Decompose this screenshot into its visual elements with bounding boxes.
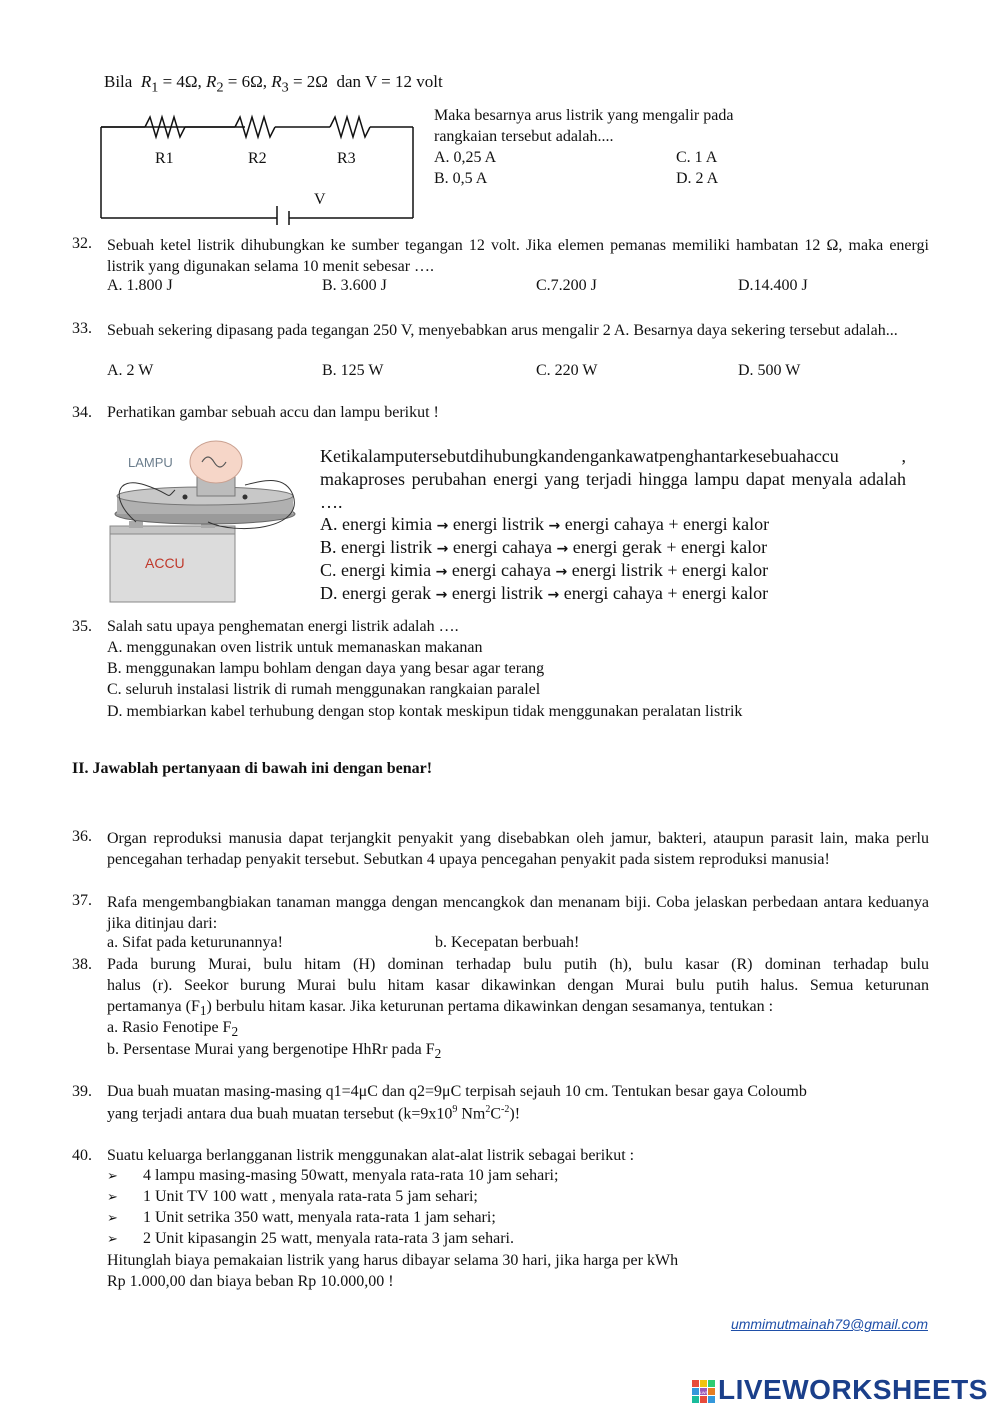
q38-sub-b: b. Persentase Murai yang bergenotipe HhRr pada $F_2$ bbox=[107, 1041, 442, 1062]
q32-option-a[interactable]: A. 1.800 J bbox=[107, 277, 173, 294]
accu-label: ACCU bbox=[145, 555, 185, 571]
q38-line3: pertamanya $(F_1)$ berbulu hitam kasar. Jika keturunan pertama dikawinkan dengan sesamanya, tentukan : bbox=[107, 998, 774, 1019]
bullet-arrow-icon: ➢ bbox=[107, 1211, 118, 1226]
bullet-arrow-icon: ➢ bbox=[107, 1232, 118, 1247]
circuit-label-v: V bbox=[314, 191, 326, 208]
liveworksheets-logo-text[interactable]: LIVEWORKSHEETS bbox=[718, 1374, 988, 1405]
q34-option-d[interactable]: D. energi gerak → energi listrik → energi cahaya + energi kalor bbox=[320, 583, 769, 603]
q37-text: Rafa mengembangbiakan tanaman mangga dengan mencangkok dan menanam biji. Coba jelaskan perbedaan antara keduanya jika ditinjau dari: bbox=[107, 894, 929, 932]
q31-option-a[interactable]: A. 0,25 A bbox=[434, 149, 497, 166]
q34-text: Perhatikan gambar sebuah accu dan lampu berikut ! bbox=[107, 404, 439, 421]
q37-sub-a: a. Sifat pada keturunannya! bbox=[107, 934, 283, 951]
q31-question-line1: Maka besarnya arus listrik yang mengalir pada bbox=[434, 107, 734, 124]
q35-option-d[interactable]: D. membiarkan kabel terhubung dengan stop kontak meskipun tidak menggunakan peralatan listrik bbox=[107, 703, 743, 720]
q34-option-c[interactable]: C. energi kimia → energi cahaya → energi listrik + energi kalor bbox=[320, 560, 769, 580]
arrow-icon: → bbox=[435, 564, 448, 580]
q35-option-a[interactable]: A. menggunakan oven listrik untuk memanaskan makanan bbox=[107, 639, 483, 656]
q40-closing-line2: Rp 1.000,00 dan biaya beban Rp 10.000,00 ! bbox=[107, 1273, 394, 1290]
q40-closing-line1: Hitunglah biaya pemakaian listrik yang harus dibayar selama 30 hari, jika harga per kWh bbox=[107, 1252, 679, 1269]
q33-option-b[interactable]: B. 125 W bbox=[322, 362, 384, 379]
q34-option-b[interactable]: B. energi listrik → energi cahaya → energi gerak + energi kalor bbox=[320, 537, 768, 557]
circuit-label-r1: R1 bbox=[155, 150, 174, 167]
q35-number: 35. bbox=[72, 618, 92, 635]
circuit-label-r2: R2 bbox=[248, 150, 267, 167]
liveworksheets-logo-icon bbox=[692, 1380, 716, 1404]
q36-number: 36. bbox=[72, 828, 92, 845]
q31-option-c[interactable]: C. 1 A bbox=[676, 149, 718, 166]
resistor-r3 bbox=[330, 117, 370, 137]
q33-text: Sebuah sekering dipasang pada tegangan 250 V, menyebabkan arus mengalir 2 A. Besarnya daya sekering tersebut adalah... bbox=[107, 322, 898, 339]
q34-number: 34. bbox=[72, 404, 92, 421]
q33-option-d[interactable]: D. 500 W bbox=[738, 362, 801, 379]
q36-text: Organ reproduksi manusia dapat terjangkit penyakit yang disebabkan oleh jamur, bakteri, ataupun parasit lain, maka perlu pencegahan terhadap penyakit tersebut. Sebutkan 4 upaya pencegahan penyakit pada sistem reproduksi manusia! bbox=[107, 830, 929, 868]
q38-line1: Pada burung Murai, bulu hitam (H) dominan terhadap bulu putih (h), bulu kasar (R) dominan terhadap bulu bbox=[107, 956, 929, 973]
q37-number: 37. bbox=[72, 892, 92, 909]
q34-question: Ketikalamputersebutdihubungkandengankawatpenghantarkesebuahaccu , makaproses perubahan energi yang terjadi hingga lampu dapat menyala adalah …. bbox=[320, 446, 906, 512]
arrow-icon: → bbox=[436, 541, 449, 557]
circuit-label-r3: R3 bbox=[337, 150, 356, 167]
arrow-icon: → bbox=[436, 518, 449, 534]
q40-item: 1 Unit setrika 350 watt, menyala rata-rata 1 jam sehari; bbox=[143, 1209, 496, 1226]
author-email-link[interactable]: ummimutmainah79@gmail.com bbox=[730, 1316, 928, 1332]
arrow-icon: → bbox=[435, 587, 448, 603]
svg-text:LWS: LWS bbox=[699, 1390, 709, 1395]
q40-item: 1 Unit TV 100 watt , menyala rata-rata 5 jam sehari; bbox=[143, 1188, 478, 1205]
q31-option-d[interactable]: D. 2 A bbox=[676, 170, 719, 187]
arrow-icon: → bbox=[547, 587, 560, 603]
q32-text: Sebuah ketel listrik dihubungkan ke sumber tegangan 12 volt. Jika elemen pemanas memiliki hambatan 12 Ω, maka energi listrik yang digunakan selama 10 menit sebesar …. bbox=[107, 237, 929, 275]
q35-option-b[interactable]: B. menggunakan lampu bohlam dengan daya yang besar agar terang bbox=[107, 660, 545, 677]
q33-option-c[interactable]: C. 220 W bbox=[536, 362, 598, 379]
q40-text: Suatu keluarga berlangganan listrik menggunakan alat-alat listrik sebagai berikut : bbox=[107, 1147, 635, 1164]
q33-number: 33. bbox=[72, 320, 92, 337]
bullet-arrow-icon: ➢ bbox=[107, 1169, 118, 1184]
q35-option-c[interactable]: C. seluruh instalasi listrik di rumah menggunakan rangkaian paralel bbox=[107, 681, 541, 698]
lampu-label: LAMPU bbox=[128, 455, 173, 470]
q40-item: 2 Unit kipasangin 25 watt, menyala rata-rata 3 jam sehari. bbox=[143, 1230, 514, 1247]
arrow-icon: → bbox=[548, 518, 561, 534]
q32-number: 32. bbox=[72, 235, 92, 252]
q35-text: Salah satu upaya penghematan energi listrik adalah …. bbox=[107, 618, 459, 635]
q39-number: 39. bbox=[72, 1083, 92, 1100]
q39-line2: yang terjadi antara dua buah muatan tersebut ($k=9x10^9$ $Nm^2C^{-2}$)! bbox=[107, 1104, 521, 1123]
q40-item: 4 lampu masing-masing 50watt, menyala rata-rata 10 jam sehari; bbox=[143, 1167, 559, 1184]
q31-question-line2: rangkaian tersebut adalah.... bbox=[434, 128, 614, 145]
q38-line2: halus (r). Seekor burung Murai bulu hitam kasar dikawinkan dengan Murai bulu putih halus. Semua keturunan bbox=[107, 977, 929, 994]
arrow-icon: → bbox=[556, 541, 569, 557]
q38-number: 38. bbox=[72, 956, 92, 973]
q32-option-c[interactable]: C.7.200 J bbox=[536, 277, 597, 294]
q32-option-b[interactable]: B. 3.600 J bbox=[322, 277, 387, 294]
bullet-arrow-icon: ➢ bbox=[107, 1190, 118, 1205]
q34-option-a[interactable]: A. energi kimia → energi listrik → energi cahaya + energi kalor bbox=[320, 514, 770, 534]
q32-option-d[interactable]: D.14.400 J bbox=[738, 277, 808, 294]
q40-number: 40. bbox=[72, 1147, 92, 1164]
q39-line1: Dua buah muatan masing-masing q1=4μC dan q2=9μC terpisah sejauh 10 cm. Tentukan besar gaya Coloumb bbox=[107, 1083, 807, 1100]
q33-option-a[interactable]: A. 2 W bbox=[107, 362, 154, 379]
q31-option-b[interactable]: B. 0,5 A bbox=[434, 170, 488, 187]
section-2-title: II. Jawablah pertanyaan di bawah ini dengan benar! bbox=[72, 760, 433, 777]
arrow-icon: → bbox=[555, 564, 568, 580]
q37-sub-b: b. Kecepatan berbuah! bbox=[435, 934, 580, 951]
q31-intro: Bila $R_1 = 4\Omega$, $R_2 = 6\Omega$, $R_3 = 2\Omega$ dan V = 12 volt bbox=[104, 72, 443, 96]
q38-sub-a: a. Rasio Fenotipe $F_2$ bbox=[107, 1019, 239, 1040]
